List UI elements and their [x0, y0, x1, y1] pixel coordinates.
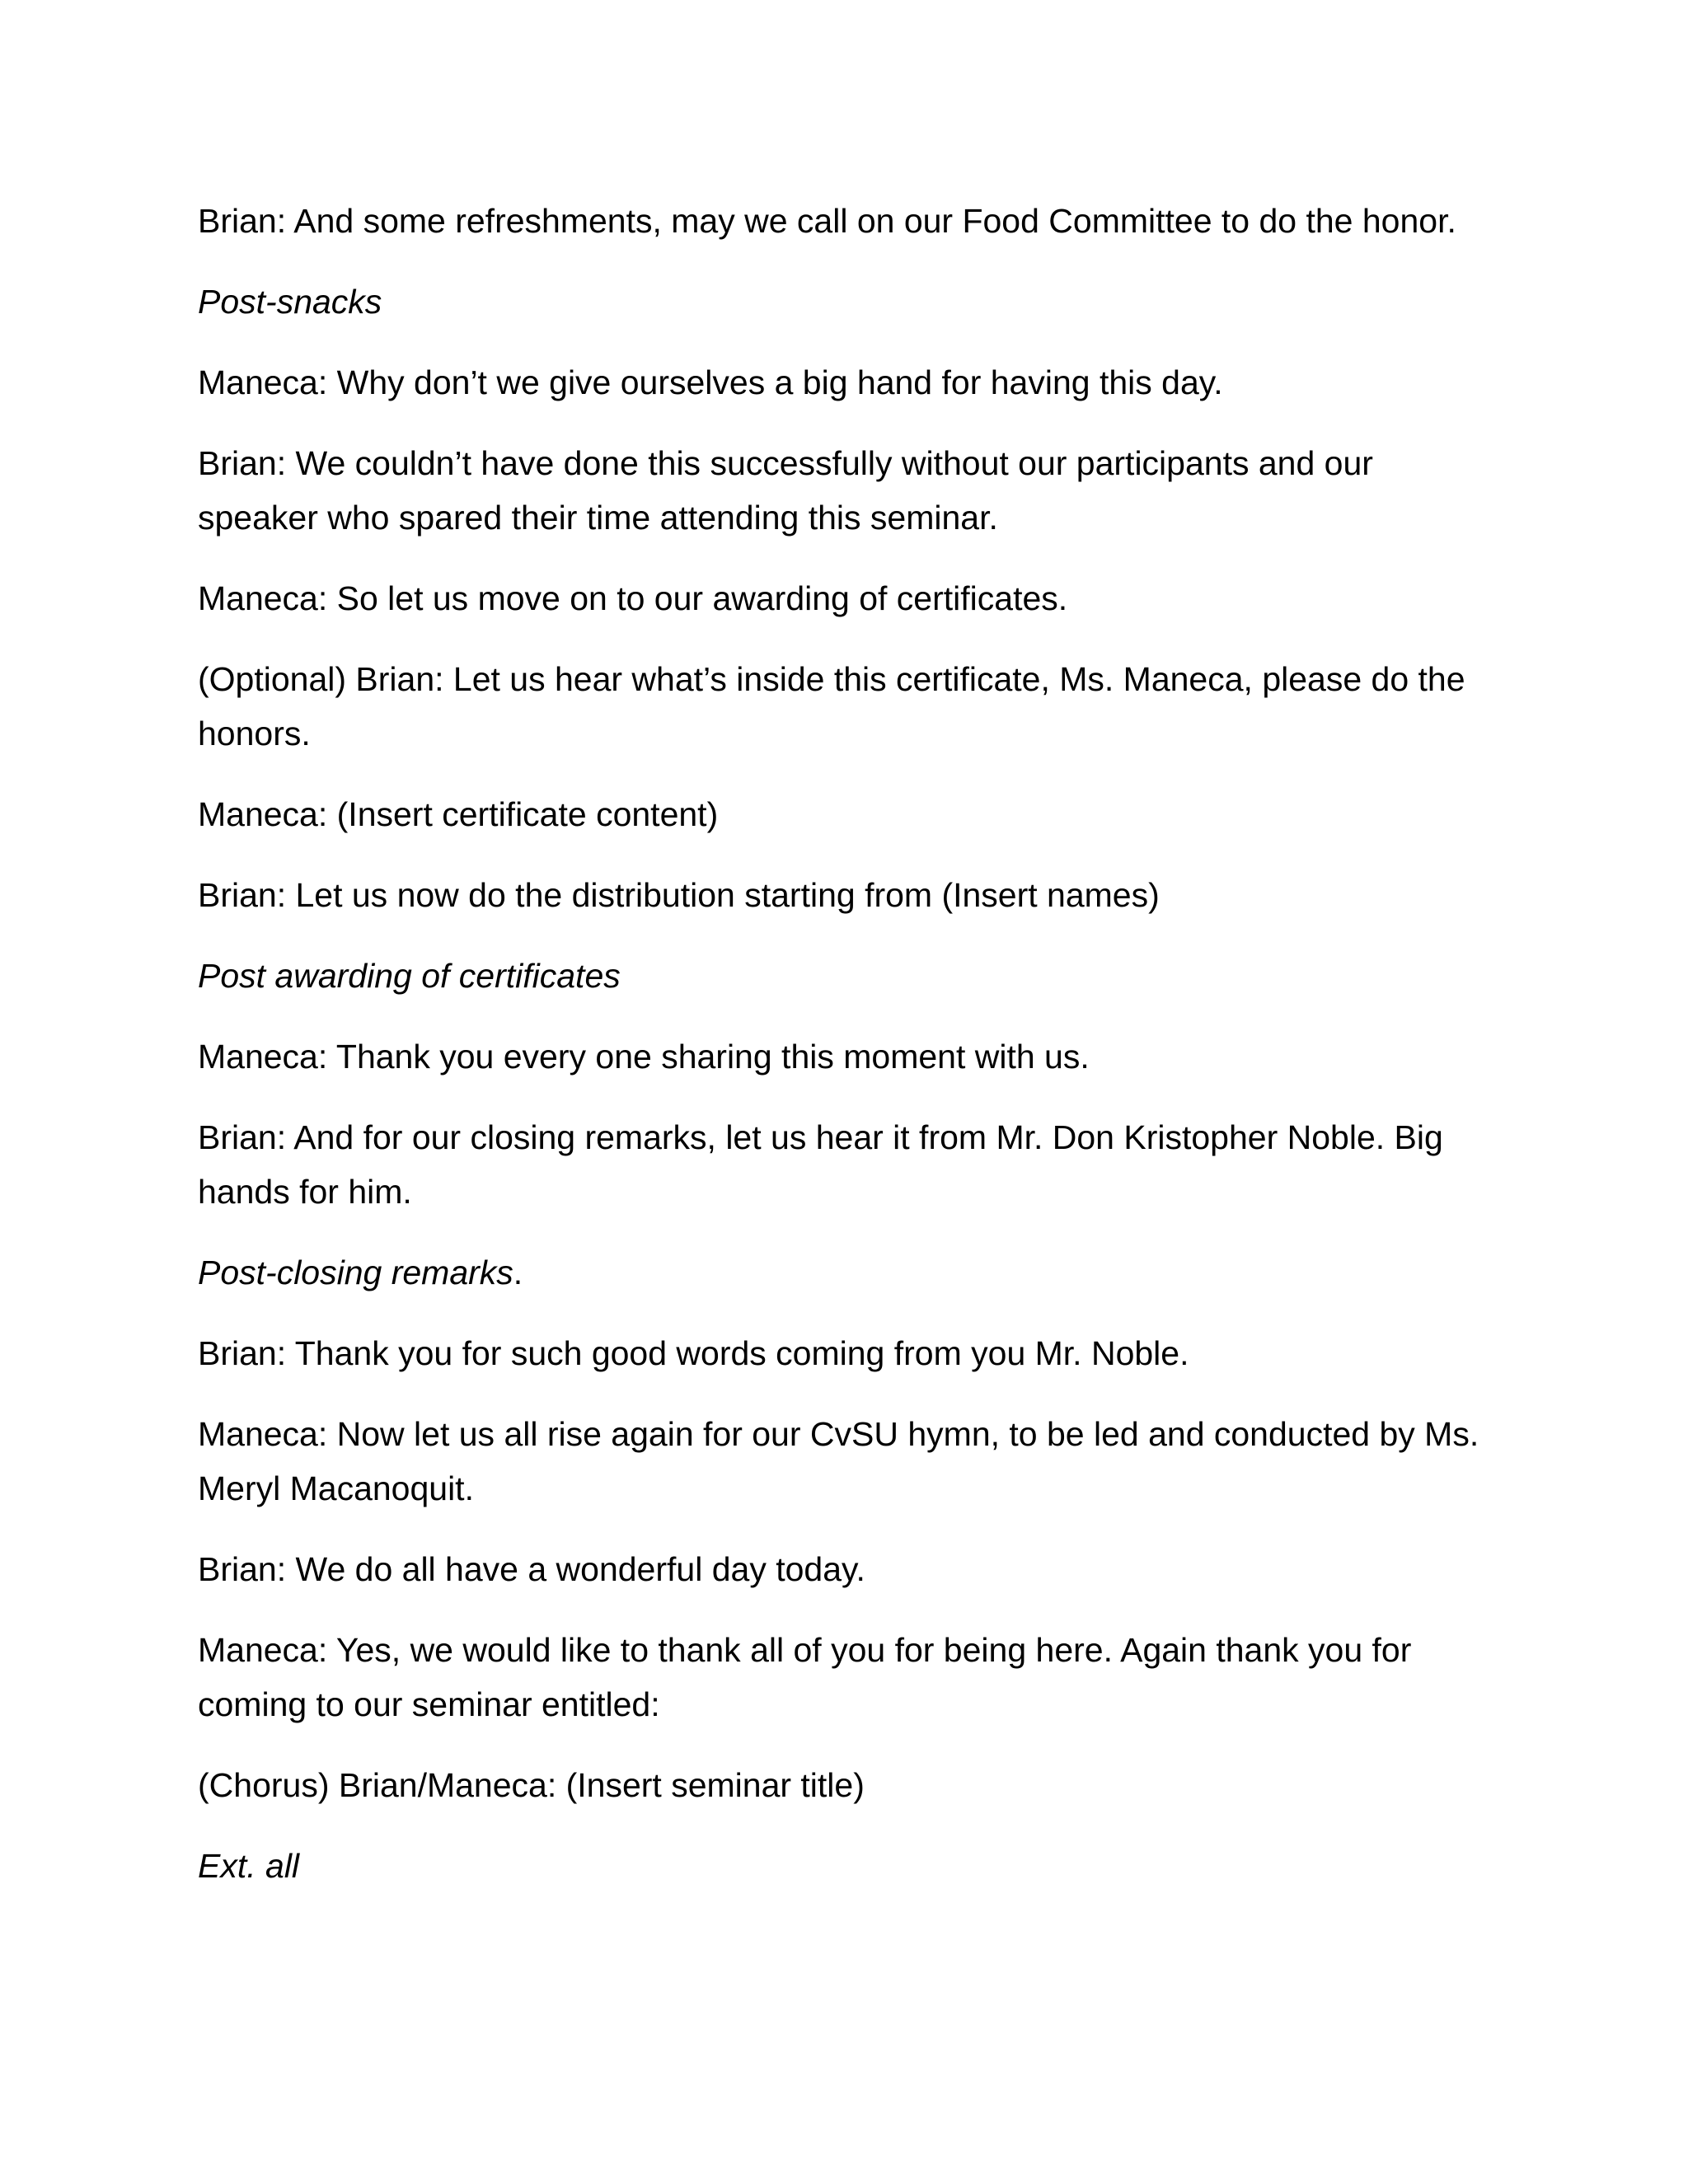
paragraph-wonderful-day: Brian: We do all have a wonderful day today.	[198, 1550, 865, 1588]
paragraph-certificate-content: Maneca: (Insert certificate content)	[198, 795, 719, 833]
stage-direction-post-closing	[198, 1245, 1500, 1300]
paragraph-refreshments: Brian: And some refreshments, may we call on our Food Committee to do the honor.	[198, 202, 1456, 240]
document-body	[198, 194, 1500, 1919]
paragraph-thank-all: Maneca: Yes, we would like to thank all of you for being here. Again thank you for coming to our seminar entitled:	[198, 1631, 1412, 1723]
paragraph-closing-remarks: Brian: And for our closing remarks, let us hear it from Mr. Don Kristopher Noble. Big hands for him.	[198, 1118, 1443, 1211]
paragraph-awarding: Maneca: So let us move on to our awarding of certificates.	[198, 579, 1068, 617]
stage-direction-exit-all: Ext. all	[198, 1847, 300, 1885]
paragraph-participants: Brian: We couldn’t have done this successfully without our participants and our speaker who spared their time attending this seminar.	[198, 444, 1373, 537]
paragraph-good-words: Brian: Thank you for such good words coming from you Mr. Noble.	[198, 1334, 1189, 1372]
stage-direction-post-closing-text: Post-closing remarks	[198, 1254, 513, 1291]
paragraph-chorus: (Chorus) Brian/Maneca: (Insert seminar title)	[198, 1766, 865, 1804]
stage-direction-post-awarding: Post awarding of certificates	[198, 957, 621, 995]
paragraph-certificate-inside: (Optional) Brian: Let us hear what’s inside this certificate, Ms. Maneca, please do the honors.	[198, 660, 1465, 752]
paragraph-thank-you-moment: Maneca: Thank you every one sharing this moment with us.	[198, 1038, 1090, 1076]
paragraph-hymn: Maneca: Now let us all rise again for our CvSU hymn, to be led and conducted by Ms. Meryl Macanoquit.	[198, 1415, 1479, 1507]
stage-direction-post-closing-period: .	[513, 1254, 523, 1291]
paragraph-big-hand: Maneca: Why don’t we give ourselves a big hand for having this day.	[198, 363, 1223, 401]
stage-direction-post-snacks: Post-snacks	[198, 283, 382, 321]
paragraph-distribution: Brian: Let us now do the distribution starting from (Insert names)	[198, 876, 1160, 914]
